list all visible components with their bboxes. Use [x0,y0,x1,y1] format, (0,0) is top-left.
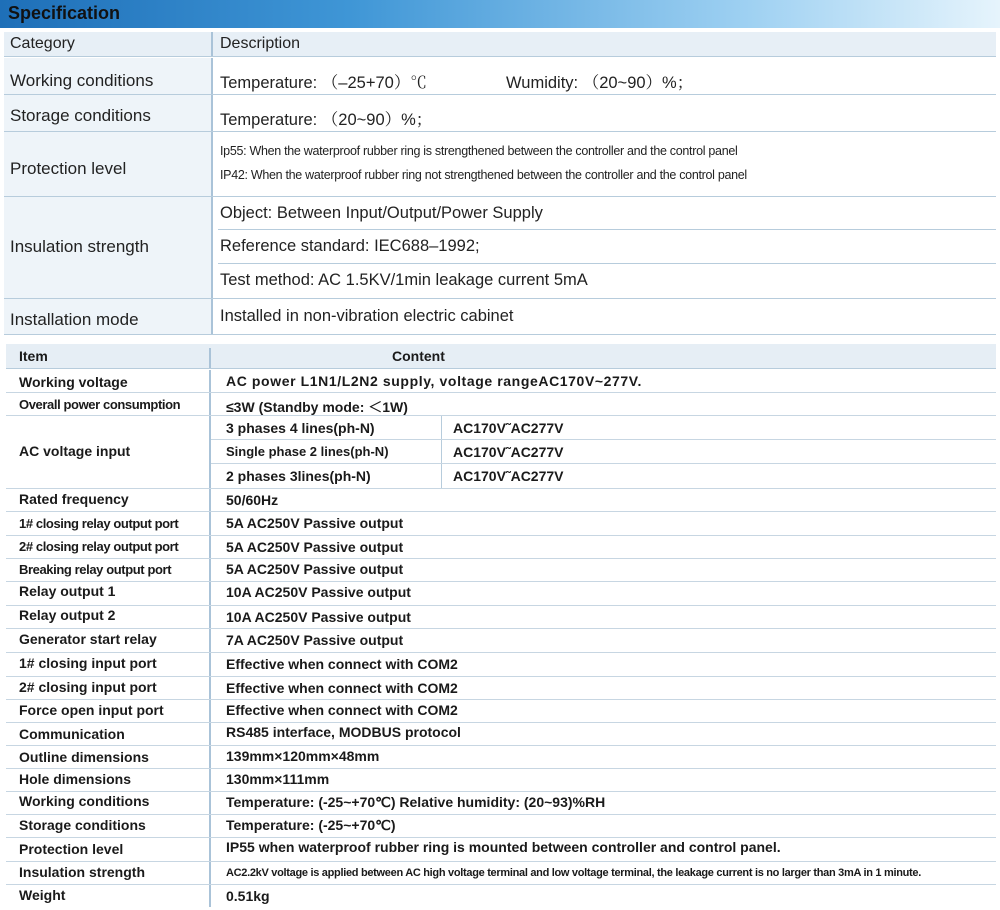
working-humidity: Wumidity: （20~90）%； [506,74,694,92]
protection-line-1: Ip55: When the waterproof rubber ring is strengthened between the controller and the control panel [220,144,738,158]
category-storage: Storage conditions [10,106,151,125]
spec-row-storage [4,95,996,132]
row-content: ≤3W (Standby mode: ＜1W) [226,399,408,415]
row-item: Breaking relay output port [19,562,172,577]
ac-input-range: AC170V˜AC277V [453,444,564,460]
row-content: 130mm×111mm [226,771,330,787]
row-item: Storage conditions [19,817,146,833]
row-item: 2# closing input port [19,679,157,695]
row-content: Effective when connect with COM2 [226,680,458,696]
row-item: 1# closing input port [19,655,157,671]
row-content: 0.51kg [226,888,270,904]
row-item: Rated frequency [19,491,129,507]
storage-temperature: Temperature: （20~90）%； [220,111,433,129]
row-item: Protection level [19,841,124,857]
row-content: AC power L1N1/L2N2 supply, voltage rangeAC170V~277V. [226,373,642,389]
working-temperature: Temperature: （–25+70）℃ [220,74,427,92]
table-row [6,677,996,700]
row-item: 1# closing relay output port [19,516,179,531]
row-content: Temperature: (-25~+70℃) [226,817,396,833]
ac-input-range: AC170V˜AC277V [453,468,564,484]
category-header: Category [10,35,75,52]
table-row [6,606,996,629]
installation-description: Installed in non-vibration electric cabinet [220,307,514,325]
row-content: 7A AC250V Passive output [226,632,404,648]
row-item: Outline dimensions [19,749,149,765]
insulation-test-method: Test method: AC 1.5KV/1min leakage current 5mA [220,271,588,289]
row-item: Overall power consumption [19,397,181,412]
spec-row-installation [4,299,996,335]
row-item: AC voltage input [19,443,131,459]
table-row [6,838,996,862]
spec-row-insulation [4,197,996,299]
spec-header-row [4,32,996,57]
table-row [6,536,996,559]
section-header [0,0,1000,28]
row-item: Force open input port [19,702,164,718]
row-item: Weight [19,887,66,903]
category-protection: Protection level [10,159,127,178]
section-title: Specification [8,3,121,23]
row-item: Working conditions [19,793,150,809]
row-item: Relay output 1 [19,583,116,599]
table-row [6,815,996,838]
protection-line-2: IP42: When the waterproof rubber ring not strengthened between the controller and the control panel [220,168,747,182]
row-item: 2# closing relay output port [19,539,179,554]
table-row [6,885,996,907]
row-content: Effective when connect with COM2 [226,656,458,672]
table-row [6,700,996,723]
row-content: 5A AC250V Passive output [226,561,404,577]
spec-row-protection [4,132,996,197]
ac-input-mode: Single phase 2 lines(ph-N) [226,444,389,459]
ac-input-mode: 3 phases 4 lines(ph-N) [226,420,375,436]
ac-input-mode: 2 phases 3lines(ph-N) [226,468,371,484]
table-row [6,512,996,536]
description-header: Description [220,35,301,52]
row-content: Effective when connect with COM2 [226,702,458,718]
parameters-header-row [6,344,996,369]
row-content: 50/60Hz [226,492,279,508]
table-row [6,393,996,416]
row-content: 139mm×120mm×48mm [226,748,380,764]
row-item: Communication [19,726,125,742]
row-content: 5A AC250V Passive output [226,539,404,555]
row-content: Temperature: (-25~+70℃) Relative humidity: (20~93)%RH [226,794,606,810]
row-item: Relay output 2 [19,607,116,623]
spec-row-working [4,58,996,95]
insulation-object: Object: Between Input/Output/Power Supply [220,204,543,222]
table-row [6,746,996,769]
table-row [6,792,996,815]
category-insulation: Insulation strength [10,237,149,256]
table-row [6,653,996,677]
row-content: IP55 when waterproof rubber ring is mounted between controller and control panel. [226,839,781,855]
row-content: RS485 interface, MODBUS protocol [226,724,461,740]
category-working: Working conditions [10,71,154,90]
row-item: Hole dimensions [19,771,132,787]
table-row [6,582,996,606]
category-installation: Installation mode [10,310,139,329]
ac-voltage-input-block [6,416,996,489]
table-row [6,489,996,512]
row-item: Generator start relay [19,631,157,647]
table-row [6,629,996,653]
row-content: 10A AC250V Passive output [226,584,411,600]
insulation-standard: Reference standard: IEC688–1992; [220,237,480,255]
content-header: Content [392,348,445,364]
row-item: Working voltage [19,374,128,390]
table-row [6,723,996,746]
row-content: 5A AC250V Passive output [226,515,404,531]
row-content: AC2.2kV voltage is applied between AC high voltage terminal and low voltage terminal, the leakage current is no larger than 3mA in 1 minute. [226,867,921,879]
row-item: Insulation strength [19,864,145,880]
ac-input-range: AC170V˜AC277V [453,420,564,436]
row-content: 10A AC250V Passive output [226,609,411,625]
table-row [6,559,996,582]
item-header: Item [19,348,48,364]
table-row [6,862,996,885]
table-row [6,769,996,792]
table-row [6,370,996,393]
